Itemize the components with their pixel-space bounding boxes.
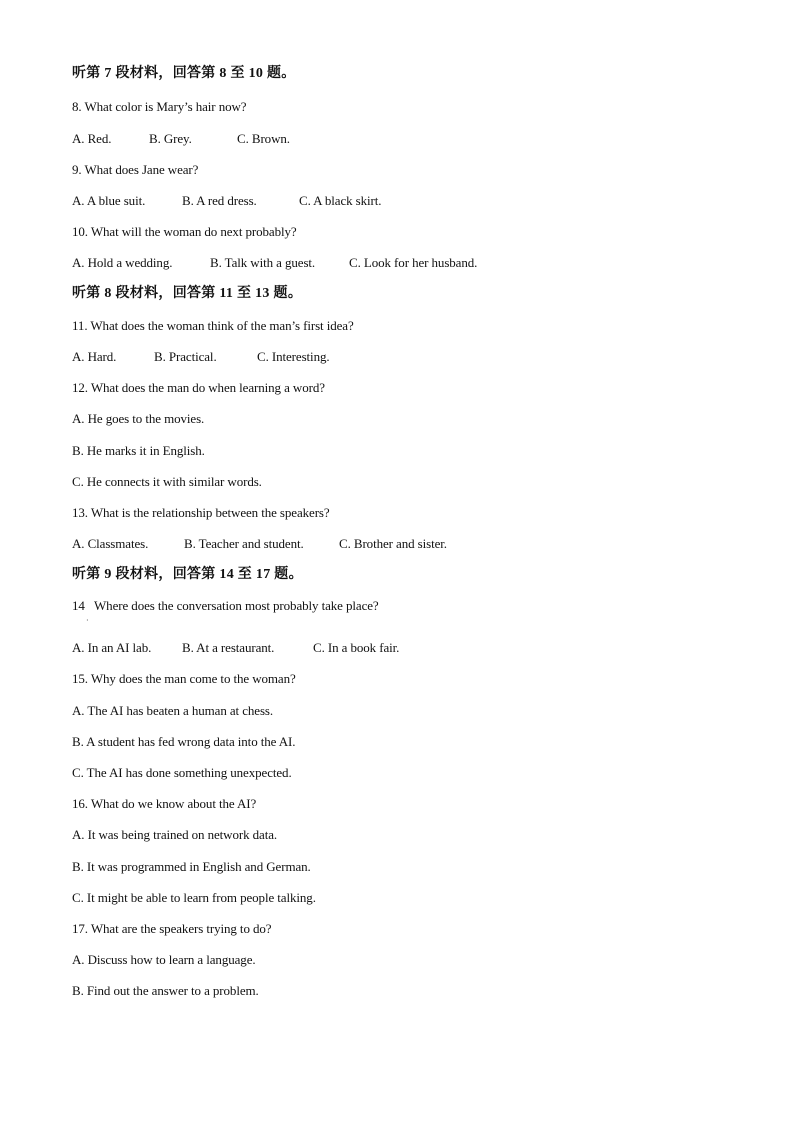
question-15-option-c: C. The AI has done something unexpected. <box>72 765 292 780</box>
question-11-stem: 11. What does the woman think of the man’s first idea? <box>72 318 354 333</box>
question-8-options <box>72 131 290 147</box>
option-c: C. A black skirt. <box>299 193 382 208</box>
question-14-stem: 14 Where does the conversation most probably take place? <box>72 598 379 613</box>
question-12-option-b: B. He marks it in English. <box>72 443 205 458</box>
option-a: A. Hold a wedding. <box>72 255 173 270</box>
option-a: A. Red. <box>72 131 112 146</box>
question-11-options <box>72 349 330 365</box>
question-15-stem: 15. Why does the man come to the woman? <box>72 671 296 686</box>
option-a: A. Hard. <box>72 349 117 364</box>
question-9-options <box>72 193 381 209</box>
question-12-option-c: C. He connects it with similar words. <box>72 474 262 489</box>
option-a: A. Classmates. <box>72 536 149 551</box>
question-13-stem: 13. What is the relationship between the speakers? <box>72 505 330 520</box>
question-9-stem: 9. What does Jane wear? <box>72 162 199 177</box>
option-a: A. In an AI lab. <box>72 640 152 655</box>
question-14-options <box>72 640 399 656</box>
question-15-option-a: A. The AI has beaten a human at chess. <box>72 703 274 718</box>
option-a: A. A blue suit. <box>72 193 146 208</box>
section-heading-9: 听第 9 段材料，回答第 14 至 17 题。 <box>72 567 303 582</box>
question-12-stem: 12. What does the man do when learning a word? <box>72 380 325 395</box>
question-12-option-a: A. He goes to the movies. <box>72 411 205 426</box>
option-b: B. A red dress. <box>182 193 257 208</box>
question-15-option-b: B. A student has fed wrong data into the AI. <box>72 734 296 749</box>
option-b: B. At a restaurant. <box>182 640 275 655</box>
question-16-option-a: A. It was being trained on network data. <box>72 827 278 842</box>
question-17-option-b: B. Find out the answer to a problem. <box>72 983 259 998</box>
section-heading-8: 听第 8 段材料，回答第 11 至 13 题。 <box>72 286 303 301</box>
option-c: C. Interesting. <box>257 349 330 364</box>
question-13-options <box>72 536 447 552</box>
question-10-stem: 10. What will the woman do next probably? <box>72 224 297 239</box>
option-b: B. Talk with a guest. <box>210 255 316 270</box>
question-16-stem: 16. What do we know about the AI? <box>72 796 257 811</box>
option-c: C. In a book fair. <box>313 640 400 655</box>
question-17-option-a: A. Discuss how to learn a language. <box>72 952 256 967</box>
question-17-stem: 17. What are the speakers trying to do? <box>72 921 272 936</box>
option-c: C. Brown. <box>237 131 290 146</box>
dot-mark: · <box>86 616 89 625</box>
section-heading-7: 听第 7 段材料，回答第 8 至 10 题。 <box>72 66 296 81</box>
option-b: B. Practical. <box>154 349 217 364</box>
option-c: C. Brother and sister. <box>339 536 447 551</box>
option-b: B. Grey. <box>149 131 192 146</box>
option-b: B. Teacher and student. <box>184 536 304 551</box>
question-16-option-c: C. It might be able to learn from people talking. <box>72 890 316 905</box>
question-16-option-b: B. It was programmed in English and German. <box>72 859 311 874</box>
question-8-stem: 8. What color is Mary’s hair now? <box>72 99 247 114</box>
option-c: C. Look for her husband. <box>349 255 478 270</box>
question-10-options <box>72 255 477 271</box>
